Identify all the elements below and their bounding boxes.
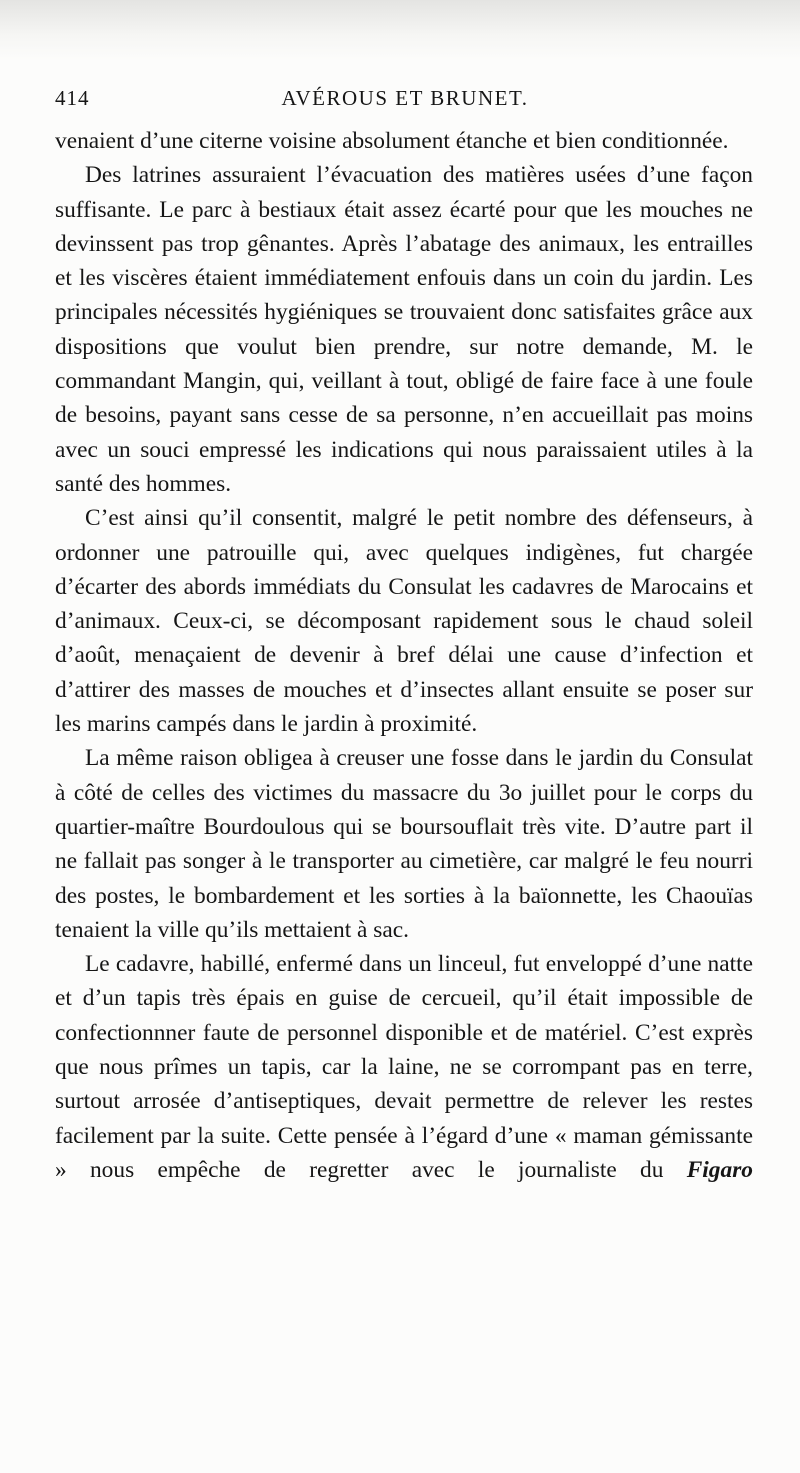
- paragraph-3: C’est ainsi qu’il consentit, malgré le petit nombre des défenseurs, à ordonner une patrouille qui, avec quelques indigènes, fut chargée d’écarter des abords immédiats du Consulat les cadavres de Marocains et d’animaux. Ceux-ci, se décomposant rapidement sous le chaud soleil d’août, menaçaient de devenir à bref délai une cause d’infection et d’attirer des masses de mouches et d’insectes allant ensuite se poser sur les marins campés dans le jardin à proximité.: [55, 505, 753, 738]
- paragraph-5: [55, 947, 753, 1187]
- paragraph-5-text: Le cadavre, habillé, enfermé dans un linceul, fut enveloppé d’une natte et d’un tapis très épais en guise de cercueil, qu’il était impossible de confectionnner faute de personnel disponible et de matériel. C’est exprès que nous prîmes un tapis, car la laine, ne se corrompant pas en terre, surtout arrosée d’antiseptiques, devait permettre de relever les restes facilement par la suite. Cette pensée à l’égard d’une « maman gémissante » nous empêche de regretter avec le journaliste du: [55, 951, 753, 1183]
- page-number: 414: [55, 86, 90, 110]
- page-header: [55, 86, 755, 116]
- paragraph-1: venaient d’une citerne voisine absolument étanche et bien conditionnée.: [55, 128, 729, 154]
- scan-shading: [0, 0, 800, 60]
- figaro-italic: Figaro: [686, 1156, 753, 1183]
- body-text: [55, 124, 753, 1187]
- paragraph-2: Des latrines assuraient l’évacuation des matières usées d’une façon suffisante. Le parc à bestiaux était assez écarté pour que les mouches ne devinssent pas trop gênantes. Après l’abatage des animaux, les entrailles et les viscères étaient immédiatement enfouis dans un coin du jardin. Les principales nécessités hygiéniques se trouvaient donc satisfaites grâce aux dispositions que voulut bien prendre, sur notre demande, M. le commandant Mangin, qui, veillant à tout, obligé de faire face à une foule de besoins, payant sans cesse de sa personne, n’en accueillait pas moins avec un souci empressé les indications qui nous paraissaient utiles à la santé des hommes.: [55, 162, 753, 497]
- running-head: AVÉROUS ET BRUNET.: [281, 86, 529, 110]
- paragraph-4: La même raison obligea à creuser une fosse dans le jardin du Consulat à côté de celles des victimes du massacre du 3o juillet pour le corps du quartier-maître Bourdoulous qui se boursouflait très vite. D’autre part il ne fallait pas songer à le transporter au cimetière, car malgré le feu nourri des postes, le bombardement et les sorties à la baïonnette, les Chaouïas tenaient la ville qu’ils mettaient à sac.: [55, 745, 753, 943]
